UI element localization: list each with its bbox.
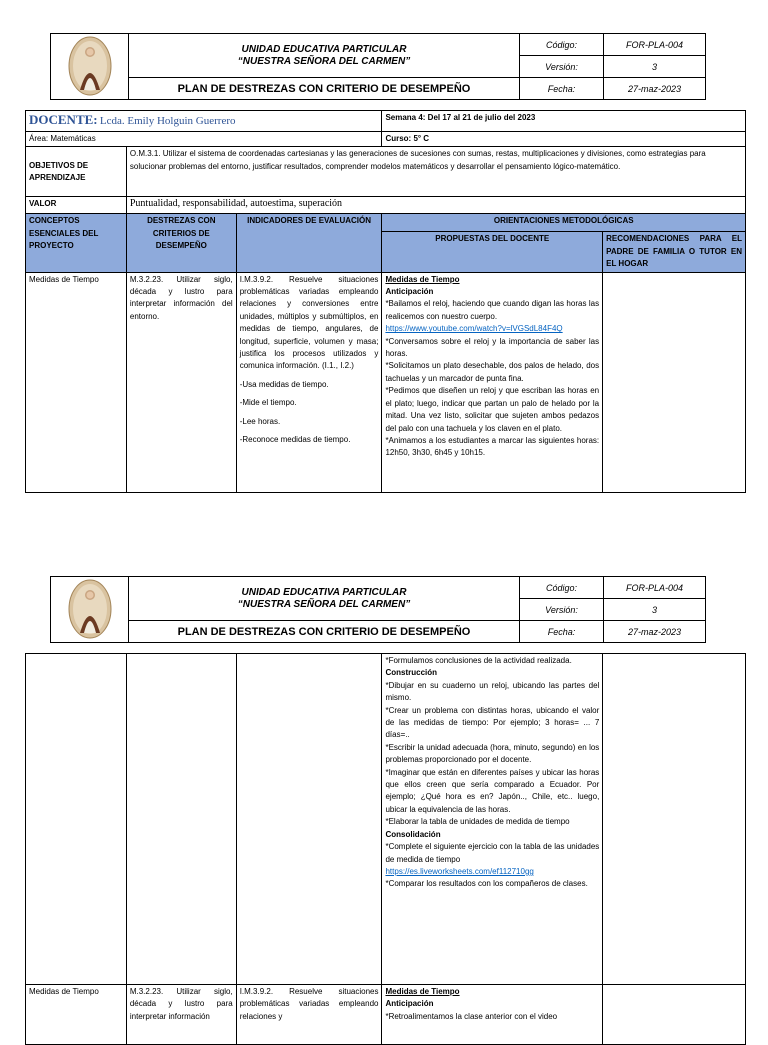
code-label: Código:: [520, 34, 604, 56]
row3-concepto: Medidas de Tiempo: [26, 985, 127, 1045]
row2-indicador: [236, 654, 382, 985]
row1-anticipacion: Anticipación: [385, 287, 434, 297]
col-destrezas: DESTREZAS CON CRITERIOS DE DESEMPEÑO: [126, 214, 236, 272]
row1-step-3: *Solicitamos un plato desechable, dos palos de helado, dos tachuelas y un marcador de punta fina.: [385, 361, 600, 383]
valor-label: VALOR: [26, 197, 127, 214]
row2-step-1: *Formulamos conclusiones de la actividad realizada.: [385, 656, 572, 665]
date-value: 27-maz-2023: [604, 621, 706, 643]
row2-destreza: [126, 654, 236, 985]
page2-header: [50, 576, 706, 643]
date-value: 27-maz-2023: [604, 78, 706, 100]
col-indicadores: INDICADORES DE EVALUACIÓN: [236, 214, 382, 272]
school-line-2: “NUESTRA SEÑORA DEL CARMEN”: [237, 55, 411, 67]
code-value: FOR-PLA-004: [604, 34, 706, 56]
docente-cell: [26, 111, 382, 132]
row1-ind-1: -Usa medidas de tiempo.: [239, 379, 329, 389]
col-orientaciones: ORIENTACIONES METODOLÓGICAS: [382, 214, 746, 232]
version-value: 3: [604, 599, 706, 621]
row1-propuestas: [382, 272, 603, 492]
row2-construccion: Construcción: [385, 668, 438, 678]
row1-step-4: *Pedimos que diseñen un reloj y que escriban las horas en el plato; luego, indicar que partan un palo de helado por la mitad. Una vez listo, solicitar que sujeten ambos pedazos del palo con una tachuela y los claven en el plato.: [385, 386, 600, 433]
row1-concepto: Medidas de Tiempo: [26, 272, 127, 492]
version-value: 3: [604, 56, 706, 78]
date-label: Fecha:: [520, 621, 604, 643]
plan-title: PLAN DE DESTREZAS CON CRITERIO DE DESEMPEÑO: [129, 621, 520, 643]
row2-consolidacion: Consolidación: [385, 829, 441, 839]
row2-step-2: *Dibujar en su cuaderno un reloj, ubicando las partes del mismo.: [385, 680, 600, 703]
row3-propuesta-title: Medidas de Tiempo: [385, 987, 460, 996]
school-name: [129, 577, 520, 621]
semana-cell: Semana 4: Del 17 al 21 de julio del 2023: [382, 111, 746, 132]
school-line-1: UNIDAD EDUCATIVA PARTICULAR: [241, 43, 407, 55]
row2-concepto: [26, 654, 127, 985]
row1-destreza: M.3.2.23. Utilizar siglo, década y lustro para interpretar información del entorno.: [126, 272, 236, 492]
objetivos-text: O.M.3.1. Utilizar el sistema de coordenadas cartesianas y las generaciones de sucesiones con sumas, restas, multiplicaciones y divisiones, como estrategias para solucionar problemas del entorno, justificar resultados, comprender modelos matemáticos y desarrollar el pensamiento lógico-matemático.: [126, 147, 745, 197]
row2-step-6: *Elaborar la tabla de unidades de medida de tiempo: [385, 817, 570, 827]
code-value: FOR-PLA-004: [604, 577, 706, 599]
row3-indicador: I.M.3.9.2. Resuelve situaciones problemáticas variadas empleando relaciones y: [236, 985, 382, 1045]
row1-ind-2: -Mide el tiempo.: [239, 398, 297, 408]
code-label: Código:: [520, 577, 604, 599]
row3-destreza: M.3.2.23. Utilizar siglo, década y lustro para interpretar información: [126, 985, 236, 1045]
row2-step-3: *Crear un problema con distintas horas, ubicando el valor de las medidas de tiempo: Por ejemplo; 3 horas= ... 7 días=..: [385, 705, 600, 740]
row3-recomendaciones: [603, 985, 746, 1045]
docente-name: Lcda. Emily Holguin Guerrero: [99, 114, 236, 127]
row2-liveworksheets-link[interactable]: https://es.liveworksheets.com/ef112710gg: [385, 866, 534, 876]
row1-recomendaciones: [603, 272, 746, 492]
school-line-2: “NUESTRA SEÑORA DEL CARMEN”: [237, 598, 411, 610]
objetivos-label: OBJETIVOS DE APRENDIZAJE: [26, 147, 127, 197]
col-recomendaciones: RECOMENDACIONES PARA EL PADRE DE FAMILIA O TUTOR EN EL HOGAR: [603, 232, 746, 272]
version-label: Versión:: [520, 599, 604, 621]
col-conceptos: CONCEPTOS ESENCIALES DEL PROYECTO: [26, 214, 127, 272]
virgin-mary-emblem-icon: [68, 579, 112, 639]
row3-propuestas: [382, 985, 603, 1045]
row3-anticipacion: Anticipación: [385, 999, 434, 1009]
row1-step-2: *Conversamos sobre el reloj y la importancia de saber las horas.: [385, 336, 600, 359]
valor-text: Puntualidad, responsabilidad, autoestima, superación: [126, 197, 745, 214]
date-label: Fecha:: [520, 78, 604, 100]
page1-header: [50, 33, 706, 100]
version-label: Versión:: [520, 56, 604, 78]
school-name: [129, 34, 520, 78]
area-cell: Área: Matemáticas: [26, 132, 382, 147]
row1-indicador-text: I.M.3.9.2. Resuelve situaciones problemáticas variadas empleando relaciones y conversiones entre unidades, múltiplos y submúltiplos, en medidas de tiempo, angulares, de longitud, superficie, volumen y masa; justifica los procesos utilizados y comunica información. (I.1., I.2.): [239, 274, 379, 371]
row2-recomendaciones: [603, 654, 746, 985]
page1-plan-table: [25, 110, 746, 493]
row1-step-1: *Bailamos el reloj, haciendo que cuando digan las horas las realicemos con nuestro cuerpo.: [385, 299, 600, 321]
row2-propuestas: [382, 654, 603, 985]
page2-plan-table: [25, 653, 746, 1045]
docente-label: DOCENTE:: [29, 111, 98, 127]
school-logo: [51, 34, 129, 100]
row1-ind-3: -Lee horas.: [239, 416, 281, 426]
row1-step-5: *Animamos a los estudiantes a marcar las siguientes horas: 12h50, 3h30, 6h45 y 10h15.: [385, 435, 600, 458]
row2-step-7: *Complete el siguiente ejercicio con la tabla de las unidades de medida de tiempo: [385, 842, 600, 864]
row2-step-8: *Comparar los resultados con los compañeros de clases.: [385, 879, 588, 889]
row3-step-1: *Retroalimentamos la clase anterior con el video: [385, 1011, 558, 1021]
row1-youtube-link[interactable]: https://www.youtube.com/watch?v=lVGSdL84F4Q: [385, 324, 563, 334]
row1-propuesta-title: Medidas de Tiempo: [385, 274, 460, 284]
row1-ind-4: -Reconoce medidas de tiempo.: [239, 435, 351, 445]
row1-indicador: [236, 272, 382, 492]
school-logo: [51, 577, 129, 643]
row2-step-4: *Escribir la unidad adecuada (hora, minuto, segundo) en los problemas proporcionado por el docente.: [385, 742, 600, 765]
curso-cell: Curso: 5° C: [382, 132, 746, 147]
plan-title: PLAN DE DESTREZAS CON CRITERIO DE DESEMPEÑO: [129, 78, 520, 100]
school-line-1: UNIDAD EDUCATIVA PARTICULAR: [241, 586, 407, 598]
col-propuestas: PROPUESTAS DEL DOCENTE: [382, 232, 603, 272]
virgin-mary-emblem-icon: [68, 36, 112, 96]
row2-step-5: *Imaginar que están en diferentes países y ubicar las horas que ellos creen que sería comparado a Ecuador. Por ejemplo; ¿Qué hora es en? Japón.., Chile, etc.. luego, ubicar la equivalencia de las horas.: [385, 767, 600, 814]
